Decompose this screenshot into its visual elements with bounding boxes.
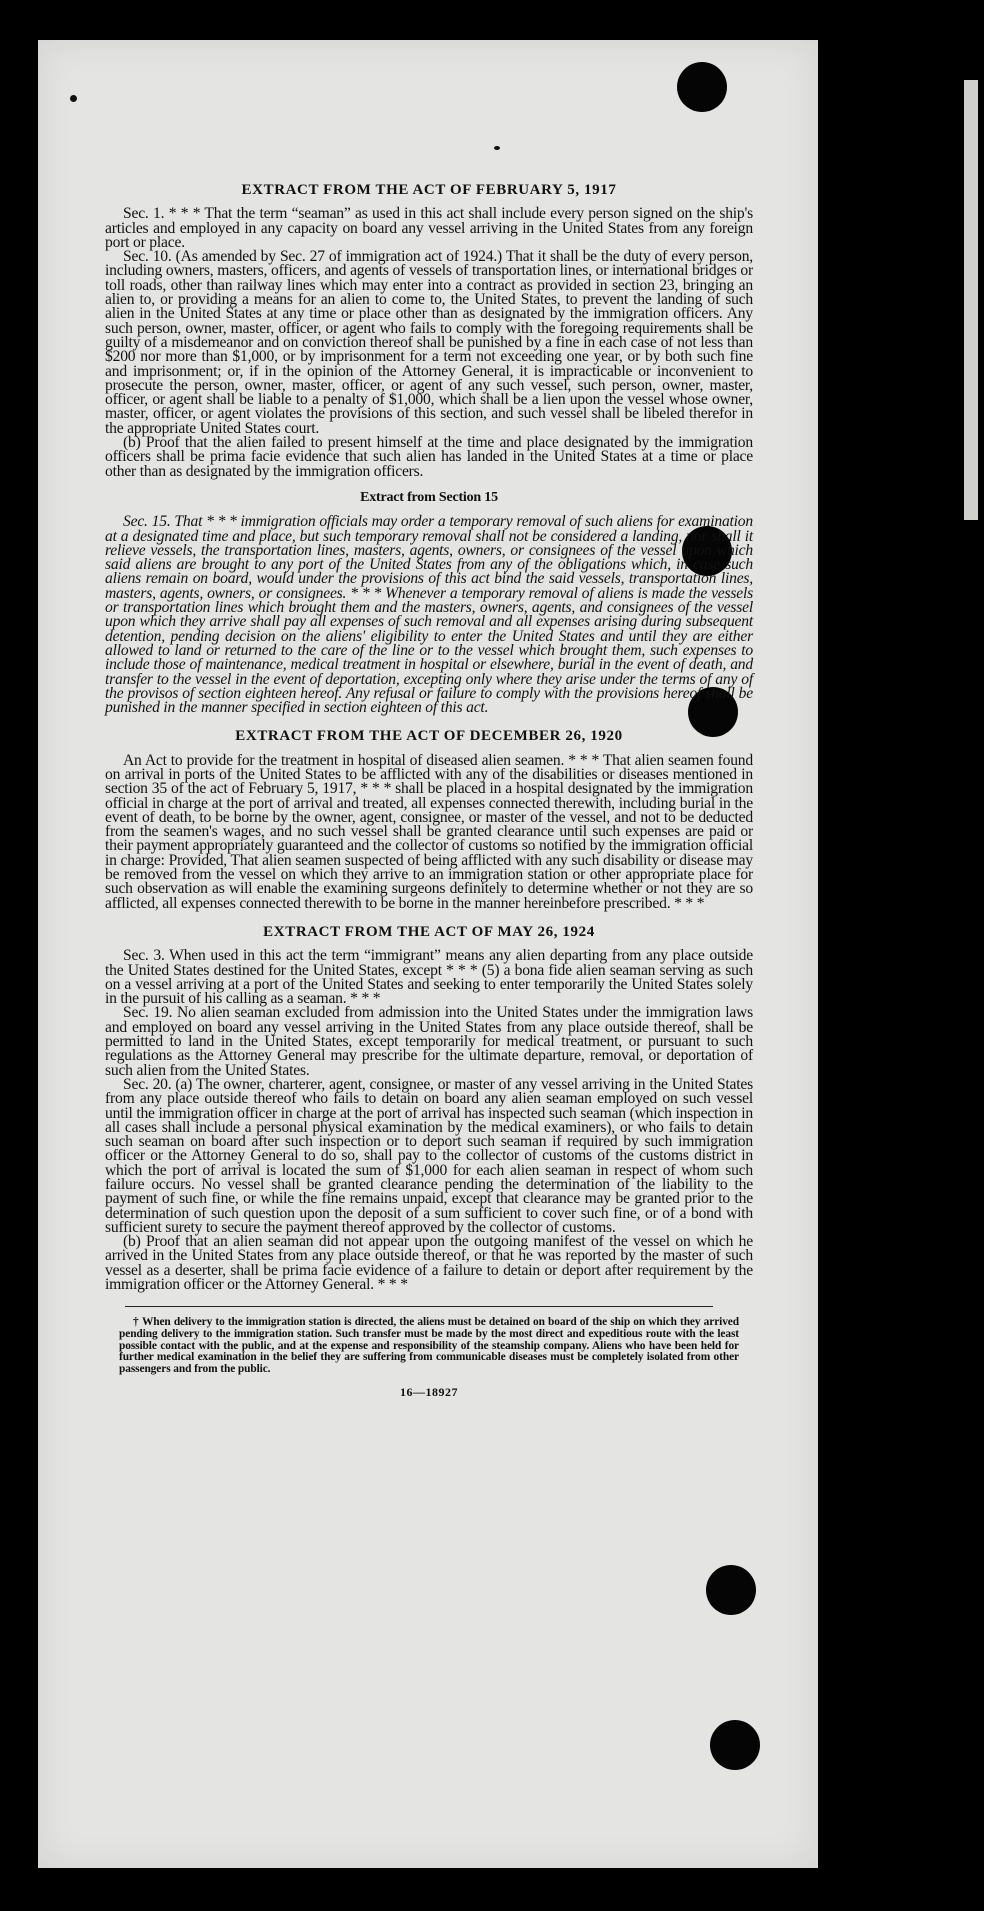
footnote-divider [125,1306,713,1307]
paragraph-section-15: Sec. 15. That * * * immigration officials may order a temporary removal of such aliens for examination at a designated time and place, but such temporary removal shall not be considered a landing, nor shall it relieve vessels, the transportation lines, masters, agents, owners, or consignees of the vessel upon which said aliens are brought to any port of the United States from any of the obligations which, in case such aliens remain on board, would under the provisions of this act bind the said vessels, transportation lines, masters, agents, owners, or consignees. * * * Whenever a temporary removal of aliens is made the vessels or transportation lines which brought them and the masters, owners, agents, and consignees of the vessel upon which they arrive shall pay all expenses of such removal and all expenses arising during subsequent detention, pending decision on the aliens' eligibility to enter the United States and until they are either allowed to land or returned to the care of the line or to the vessel which brought them, such expenses to include those of maintenance, medical treatment in hospital or elsewhere, burial in the event of death, and transfer to the vessel in the event of deportation, excepting only where they arise under the terms of any of the provisos of section eighteen hereof. Any refusal or failure to comply with the provisions hereof shall be punished in the manner specified in section eighteen of this act. [105,513,753,717]
paragraph: (b) Proof that the alien failed to present himself at the time and place designated by the immigration officers shall be prima facie evidence that such alien has landed in the United States at a time or place other than as designated by the immigration officers. [105,434,753,480]
document-text [105,183,753,1400]
paragraph: Sec. 1. * * * That the term “seaman” as used in this act shall include every person signed on the ship's articles and employed in any capacity on board any vessel arriving in the United States from any foreign port or place. [105,205,753,251]
paragraph: An Act to provide for the treatment in hospital of diseased alien seamen. * * * That alien seamen found on arrival in ports of the United States to be afflicted with any of the disabilities or diseases mentioned in section 35 of the act of February 5, 1917, * * * shall be placed in a hospital designated by the immigration official in charge at the port of arrival and treated, all expenses connected therewith, including burial in the event of death, to be borne by the owner, agent, consignee, or master of the vessel, and not to be deducted from the seamen's wages, and no such vessel shall be granted clearance until such expenses are paid or their payment appropriately guaranteed and the collector of customs so notified by the immigration official in charge: Provided, That alien seamen suspected of being afflicted with any such disability or disease may be removed from the vessel on which they arrive to an immigration station or other appropriate place for such observation as will enable the examining surgeons definitely to determine whether or not they are so afflicted, all expenses connected therewith to be borne in the manner hereinbefore prescribed. * * * [105,751,753,912]
ink-speck [494,146,500,150]
punch-hole [706,1565,756,1615]
paragraph: Sec. 19. No alien seaman excluded from admission into the United States under the immigration laws and employed on board any vessel arriving in the United States from any place outside thereof, shall be permitted to land in the United States, except temporarily for medical treatment, or pursuant to such regulations as the Attorney General may prescribe for the ultimate departure, removal, or deportation of such alien from the United States. [105,1004,753,1079]
adjacent-page-edge [964,80,978,520]
paragraph: Sec. 3. When used in this act the term “immigrant” means any alien departing from any place outside the United States destined for the United States, except * * * (5) a bona fide alien seaman serving as such on a vessel arriving at a port of the United States and seeking to enter temporarily the United States solely in the pursuit of his calling as a seaman. * * * [105,947,753,1008]
footnote [119,1317,739,1375]
heading-act-1924: EXTRACT FROM THE ACT OF MAY 26, 1924 [263,923,595,940]
form-number: 16—18927 [400,1385,458,1400]
footnote-text: † When delivery to the immigration station is directed, the aliens must be detained on board of the ship on which they arrived pending delivery to the immigration station. Such transfer must be made by the most direct and expeditious route with the least possible contact with the public, and at the expense and responsibility of the steamship company. Aliens who have been held for further medical examination in the belief they are suffering from communicable diseases must be completely isolated from other passengers and from the public. [119,1316,739,1375]
paragraph: Sec. 10. (As amended by Sec. 27 of immigration act of 1924.) That it shall be the duty of every person, including owners, masters, officers, and agents of vessels of transportation lines, or international bridges or toll roads, other than railway lines which may enter into a contract as provided in section 23, bringing an alien to, or providing a means for an alien to come to, the United States, to prevent the landing of such alien in the United States at any time or place other than as designated by the immigration officers. Any such person, owner, master, officer, or agent who fails to comply with the foregoing requirements shall be guilty of a misdemeanor and on conviction thereof shall be punished by a fine in each case of not less than $200 nor more than $1,000, or by imprisonment for a term not exceeding one year, or by both such fine and imprisonment; or, if in the opinion of the Attorney General, it is impracticable or inconvenient to prosecute the person, owner, master, officer, or agent of any such vessel, such person, owner, master, officer, or agent shall be liable to a penalty of $1,000, which shall be a lien upon the vessel whose owner, master, officer, or agent violates the provisions of this section, and such vessel shall be libeled therefor in the appropriate United States court. [105,248,753,437]
paragraph: Sec. 20. (a) The owner, charterer, agent, consignee, or master of any vessel arriving in the United States from any place outside thereof who fails to detain on board any alien seaman employed on such vessel until the immigration officer in charge at the port of arrival has inspected such seaman (which inspection in all cases shall include a personal physical examination by the medical examiners), or who fails to detain such seaman on board after such inspection or to deport such seaman if required by such immigration officer or the Attorney General to do so, shall pay to the collector of customs of the customs district in which the port of arrival is located the sum of $1,000 for each alien seaman in respect of whom such failure occurs. No vessel shall be granted clearance pending the determination of the liability to the payment of such fine, or while the fine remains unpaid, except that clearance may be granted prior to the determination of such question upon the deposit of a sum sufficient to cover such fine, or of a bond with sufficient surety to secure the payment thereof approved by the collector of customs. [105,1075,753,1236]
punch-hole [677,62,727,112]
paragraph: (b) Proof that an alien seaman did not appear upon the outgoing manifest of the vessel on which he arrived in the United States from any place outside thereof, or that he was reported by the master of such vessel as a deserter, shall be prima facie evidence of a failure to detain or deport after requirement by the immigration officer or the Attorney General. * * * [105,1233,753,1294]
ink-speck [70,95,77,102]
heading-act-1920: EXTRACT FROM THE ACT OF DECEMBER 26, 1920 [235,728,623,745]
heading-act-1917: EXTRACT FROM THE ACT OF FEBRUARY 5, 1917 [241,182,617,198]
punch-hole [710,1720,760,1770]
heading-section-15: Extract from Section 15 [360,489,498,505]
